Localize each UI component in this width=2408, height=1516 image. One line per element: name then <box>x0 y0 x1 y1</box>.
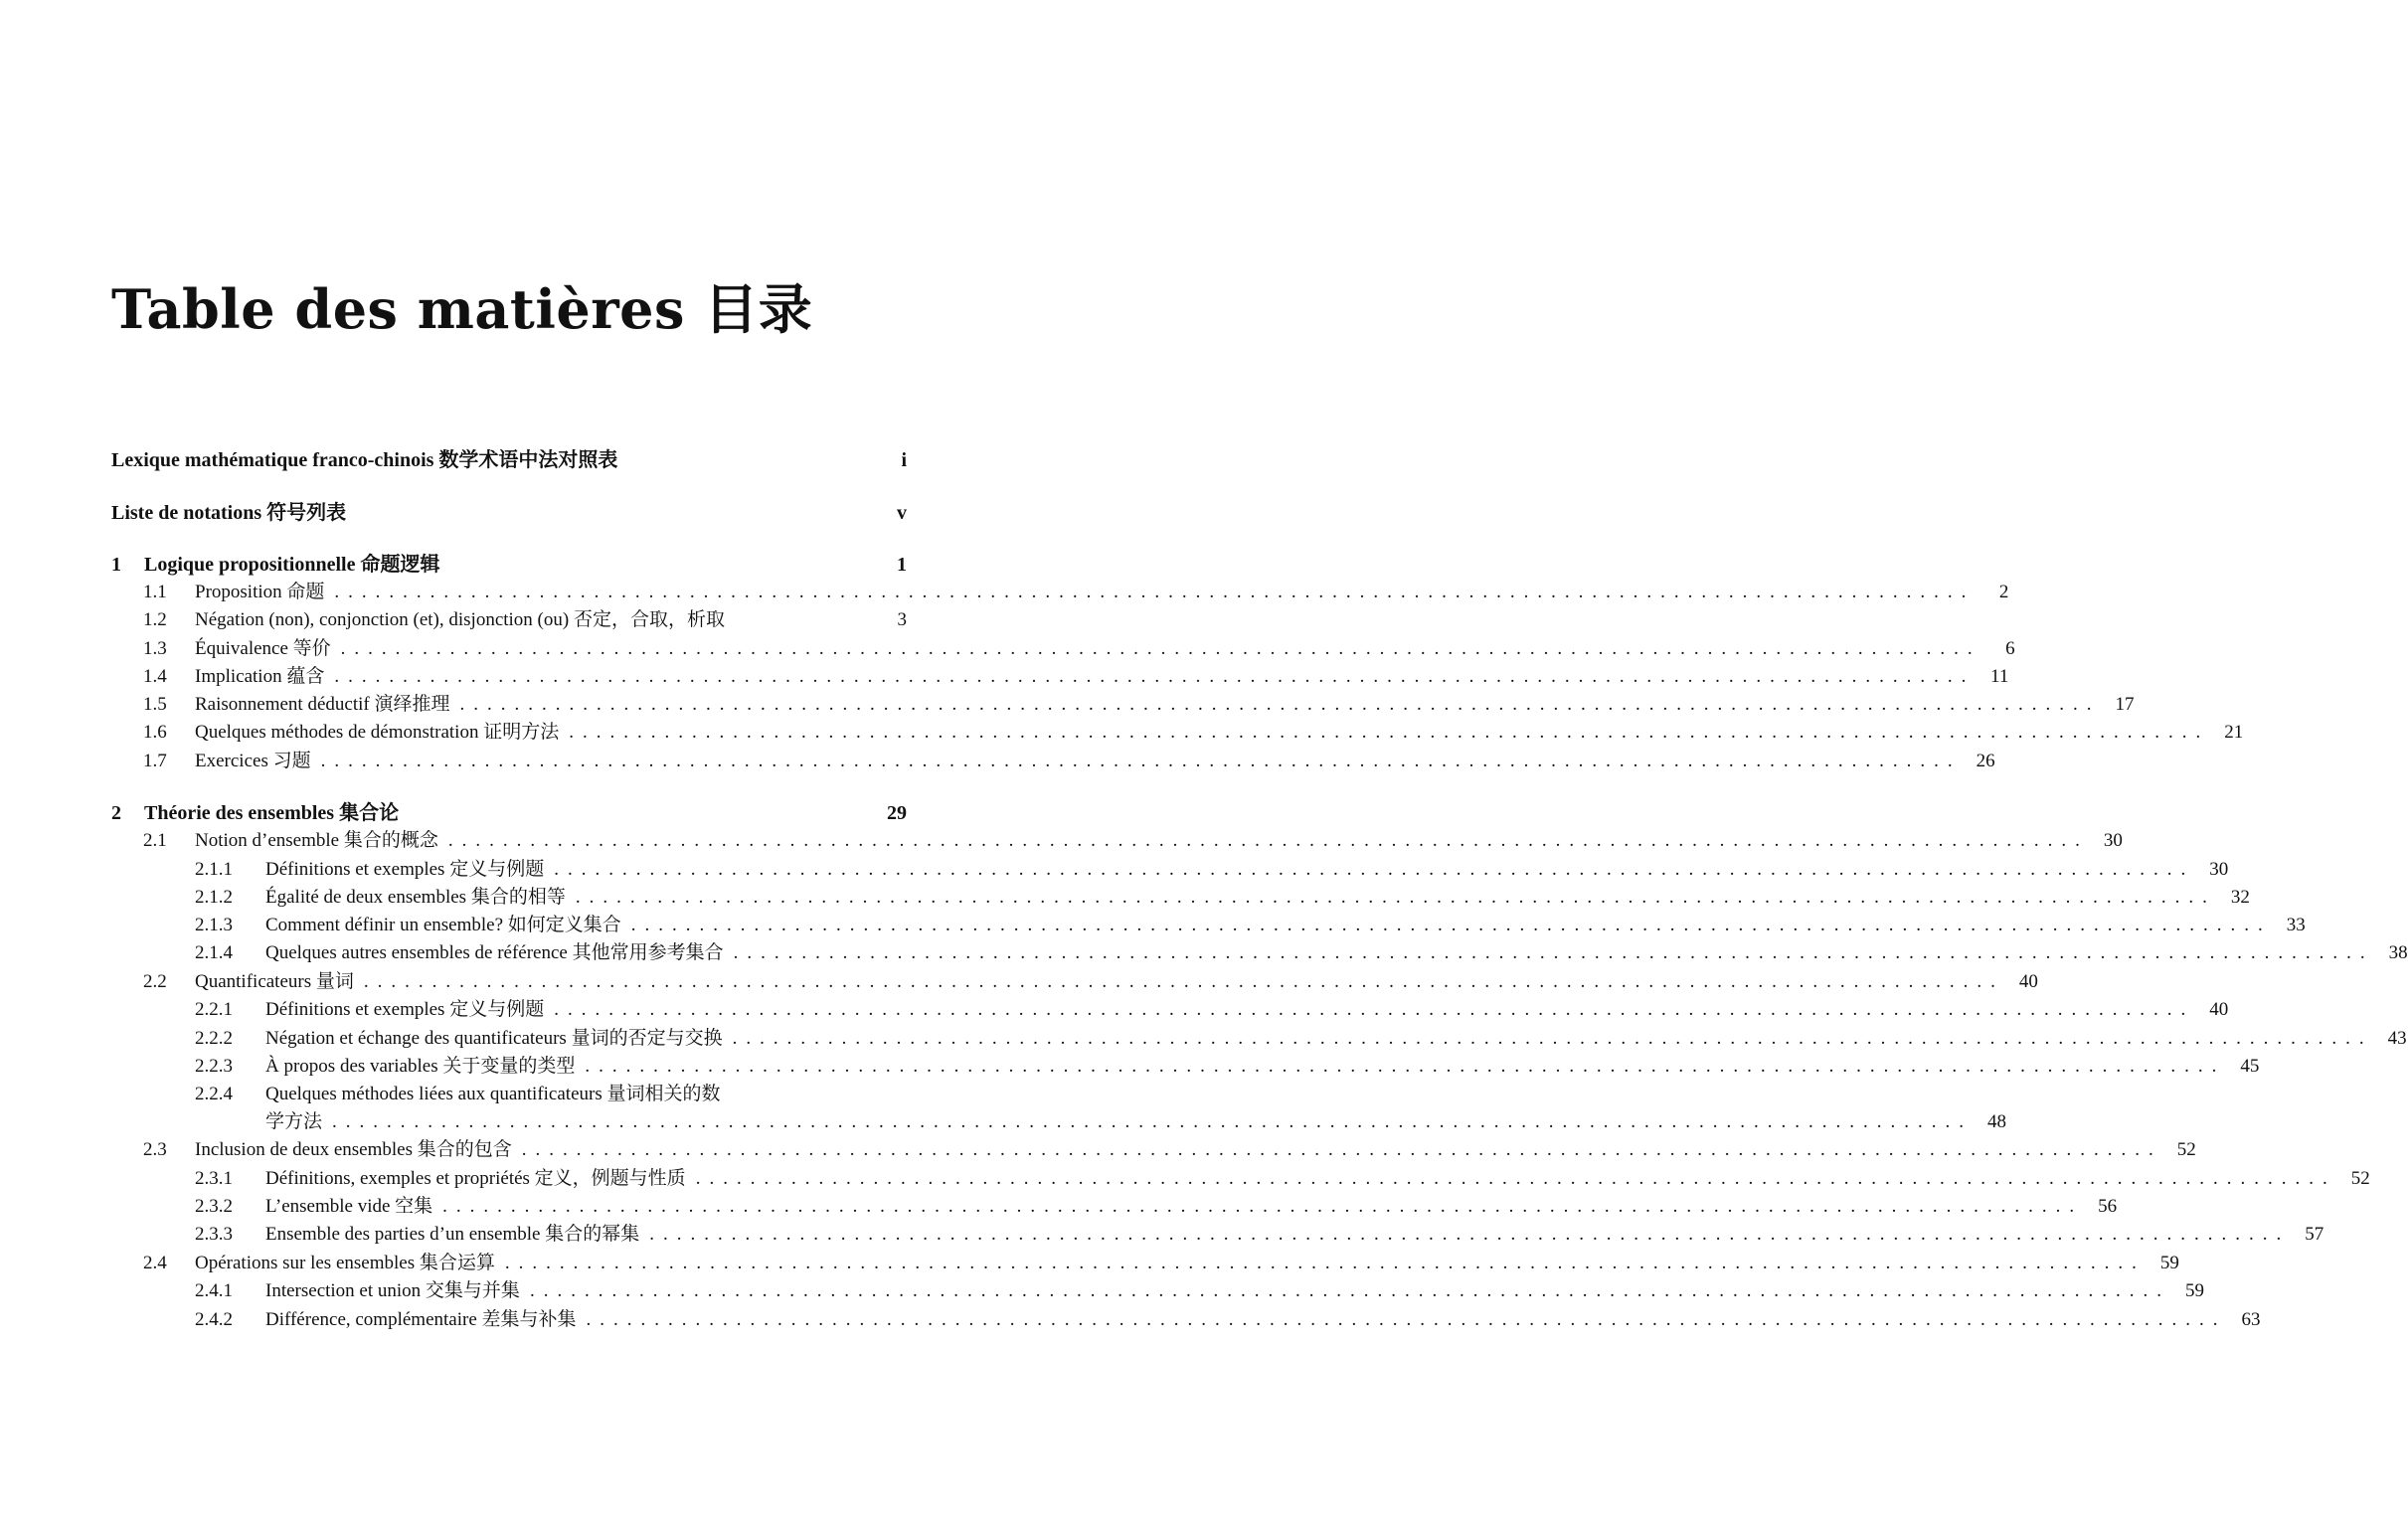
toc-entry-page: 26 <box>1976 751 1995 771</box>
toc-entry[interactable] <box>195 1107 2007 1137</box>
dot-leader: ........................................................................................................................ <box>320 751 1962 771</box>
dot-leader: ........................................................................................................................ <box>529 1280 2170 1301</box>
toc-entry-page: 32 <box>2230 887 2250 908</box>
toc-entry-number: 2.1.4 <box>195 942 233 963</box>
toc-entry-title: Différence, complémentaire 差集与补集 <box>265 1309 577 1330</box>
toc-entry-page: 56 <box>2098 1196 2118 1217</box>
toc-entry-number: 2.2.1 <box>195 999 233 1020</box>
toc-entry-page: 3 <box>897 609 907 630</box>
toc-entry-number: 2.3.3 <box>195 1224 233 1245</box>
toc-entry-number: 2 <box>111 802 121 824</box>
toc-entry-title: Ensemble des parties d’un ensemble 集合的幂集 <box>265 1224 640 1245</box>
toc-entry-page: 45 <box>2240 1056 2260 1077</box>
toc-entry-page: 52 <box>2350 1168 2370 1189</box>
toc-entry-page: 21 <box>2224 722 2244 743</box>
dot-leader: ........................................................................................................................ <box>554 999 2195 1020</box>
dot-leader: ........................................................................................................................ <box>733 942 2374 963</box>
toc-entry-number: 2.4.2 <box>195 1309 233 1330</box>
dot-leader: ........................................................................................................................ <box>363 971 2004 992</box>
toc-entry-page: 57 <box>2305 1224 2324 1245</box>
dot-leader: ........................................................................................................................ <box>575 887 2216 908</box>
toc-entry-page: 38 <box>2388 942 2408 963</box>
toc-entry[interactable] <box>195 995 2229 1025</box>
toc-entry-page: 33 <box>2286 915 2306 935</box>
toc-entry[interactable] <box>143 662 2009 692</box>
toc-entry-number: 1.1 <box>143 582 167 602</box>
toc-entry-number: 2.2.2 <box>195 1028 233 1049</box>
toc-entry[interactable] <box>195 938 2408 968</box>
toc-entry[interactable] <box>143 634 2015 664</box>
toc-entry-title: Opérations sur les ensembles 集合运算 <box>195 1253 495 1273</box>
toc-entry[interactable] <box>195 1220 2324 1250</box>
toc-entry[interactable] <box>111 798 907 828</box>
toc-entry[interactable] <box>195 1024 2407 1054</box>
dot-leader: ........................................................................................................................ <box>554 859 2195 880</box>
dot-leader: ........................................................................................................................ <box>732 1028 2373 1049</box>
toc-entry-title: Raisonnement déductif 演绎推理 <box>195 694 450 715</box>
toc-entry-page: 40 <box>2018 971 2038 992</box>
toc-entry[interactable] <box>111 445 907 475</box>
toc-entry[interactable] <box>143 826 2123 856</box>
toc-entry[interactable] <box>195 855 2229 885</box>
toc-entry-number: 1 <box>111 554 121 576</box>
toc-entry-title: Définitions, exemples et propriétés 定义，例题与性质 <box>265 1168 686 1189</box>
toc-entry-page: 63 <box>2241 1309 2261 1330</box>
dot-leader: ........................................................................................................................ <box>334 582 1976 602</box>
toc-entry-title: Définitions et exemples 定义与例题 <box>265 999 545 1020</box>
dot-leader: ........................................................................................................................ <box>586 1309 2227 1330</box>
toc-entry-page: 59 <box>2184 1280 2204 1301</box>
toc-entry-page: i <box>901 449 907 471</box>
toc-entry-page: 52 <box>2176 1139 2196 1160</box>
dot-leader: ........................................................................................................................ <box>459 694 2101 715</box>
toc-entry-number: 2.1.1 <box>195 859 233 880</box>
toc-entry[interactable] <box>143 605 907 635</box>
page-title: Table des matières 目录 <box>111 277 813 341</box>
toc-entry[interactable] <box>143 747 1995 776</box>
toc-entry[interactable] <box>195 1276 2204 1306</box>
toc-entry[interactable] <box>143 1249 2179 1278</box>
toc-entry-number: 2.2.4 <box>195 1084 233 1104</box>
toc-entry-title: Lexique mathématique franco-chinois 数学术语中法对照表 <box>111 449 618 471</box>
toc-entry[interactable] <box>143 1135 2196 1165</box>
toc-entry-number: 2.2.3 <box>195 1056 233 1077</box>
dot-leader: ........................................................................................................................ <box>447 830 2089 851</box>
toc-entry-page: 59 <box>2159 1253 2179 1273</box>
toc-entry-title: Quelques méthodes liées aux quantificateurs 量词相关的数 <box>265 1084 721 1104</box>
toc-entry-number: 2.1.2 <box>195 887 233 908</box>
dot-leader: ........................................................................................................................ <box>521 1139 2162 1160</box>
toc-entry[interactable] <box>143 718 2244 748</box>
dot-leader: ........................................................................................................................ <box>334 666 1976 687</box>
toc-entry-title: Liste de notations 符号列表 <box>111 502 347 524</box>
toc-entry-title: Définitions et exemples 定义与例题 <box>265 859 545 880</box>
toc-entry-page: 2 <box>1998 582 2009 602</box>
toc-entry-number: 2.2 <box>143 971 167 992</box>
toc-entry-title: Comment définir un ensemble? 如何定义集合 <box>265 915 621 935</box>
toc-entry-title: Négation et échange des quantificateurs 量词的否定与交换 <box>265 1028 723 1049</box>
dot-leader: ........................................................................................................................ <box>504 1253 2146 1273</box>
dot-leader: ........................................................................................................................ <box>585 1056 2226 1077</box>
toc-entry-title: Proposition 命题 <box>195 582 325 602</box>
toc-entry[interactable] <box>195 1052 2260 1082</box>
toc-entry-page: 40 <box>2209 999 2229 1020</box>
toc-entry-title: Notion d’ensemble 集合的概念 <box>195 830 438 851</box>
toc-entry-page: 43 <box>2387 1028 2407 1049</box>
dot-leader: ........................................................................................................................ <box>340 638 1981 659</box>
toc-entry-number: 1.6 <box>143 722 167 743</box>
toc-entry-page: 30 <box>2209 859 2229 880</box>
toc-entry-number: 2.3.1 <box>195 1168 233 1189</box>
toc-entry-page: 6 <box>2005 638 2015 659</box>
toc-entry[interactable] <box>143 967 2038 997</box>
toc-entry-title: Quelques méthodes de démonstration 证明方法 <box>195 722 560 743</box>
toc-entry-number: 1.7 <box>143 751 167 771</box>
toc-entry-number: 2.1 <box>143 830 167 851</box>
toc-entry-title: Inclusion de deux ensembles 集合的包含 <box>195 1139 512 1160</box>
toc-entry-page: 11 <box>1990 666 2009 687</box>
toc-entry-title: Implication 蕴含 <box>195 666 325 687</box>
toc-entry-title: L’ensemble vide 空集 <box>265 1196 433 1217</box>
toc-entry-page: 29 <box>887 802 907 824</box>
toc-entry-title: Quelques autres ensembles de référence 其他常用参考集合 <box>265 942 724 963</box>
toc-entry-page: 1 <box>897 554 907 576</box>
toc-entry-page: 30 <box>2103 830 2123 851</box>
toc-entry-page: 17 <box>2115 694 2135 715</box>
toc-entry-number: 1.3 <box>143 638 167 659</box>
toc-entry-title: Négation (non), conjonction (et), disjonction (ou) 否定，合取，析取 <box>195 609 725 630</box>
toc-entry-number: 2.3 <box>143 1139 167 1160</box>
toc-entry-number: 1.5 <box>143 694 167 715</box>
toc-entry-title: 学方法 <box>265 1111 323 1132</box>
toc-entry-title: À propos des variables 关于变量的类型 <box>265 1056 576 1077</box>
dot-leader: ........................................................................................................................ <box>695 1168 2336 1189</box>
toc-entry[interactable] <box>195 883 2250 913</box>
toc-entry-title: Exercices 习题 <box>195 751 311 771</box>
toc-entry-number: 2.3.2 <box>195 1196 233 1217</box>
toc-entry[interactable] <box>143 578 2009 607</box>
dot-leader: ........................................................................................................................ <box>649 1224 2291 1245</box>
toc-entry[interactable] <box>143 690 2135 720</box>
toc-entry[interactable] <box>195 911 2306 940</box>
toc-entry-title: Équivalence 等价 <box>195 638 331 659</box>
toc-entry-number: 1.4 <box>143 666 167 687</box>
toc-entry-title: Intersection et union 交集与并集 <box>265 1280 520 1301</box>
toc-entry-number: 2.4 <box>143 1253 167 1273</box>
toc-entry-title: Égalité de deux ensembles 集合的相等 <box>265 887 566 908</box>
toc-entry-number: 2.4.1 <box>195 1280 233 1301</box>
toc-entry-page: v <box>897 502 907 524</box>
dot-leader: ........................................................................................................................ <box>569 722 2210 743</box>
dot-leader: ........................................................................................................................ <box>442 1196 2084 1217</box>
toc-entry-title: Quantificateurs 量词 <box>195 971 354 992</box>
dot-leader: ........................................................................................................................ <box>332 1111 1974 1132</box>
toc-entry-number: 1.2 <box>143 609 167 630</box>
toc-entry-number: 2.1.3 <box>195 915 233 935</box>
toc-entry-page: 48 <box>1987 1111 2007 1132</box>
toc-entry[interactable] <box>195 1164 2370 1194</box>
toc-entry[interactable] <box>111 498 907 528</box>
toc-entry[interactable] <box>195 1305 2261 1335</box>
toc-entry[interactable] <box>111 550 907 580</box>
dot-leader: ........................................................................................................................ <box>630 915 2272 935</box>
toc-entry[interactable] <box>195 1080 907 1109</box>
toc-entry-title: Logique propositionnelle 命题逻辑 <box>144 554 440 576</box>
toc-entry-title: Théorie des ensembles 集合论 <box>144 802 400 824</box>
toc-entry[interactable] <box>195 1192 2118 1222</box>
